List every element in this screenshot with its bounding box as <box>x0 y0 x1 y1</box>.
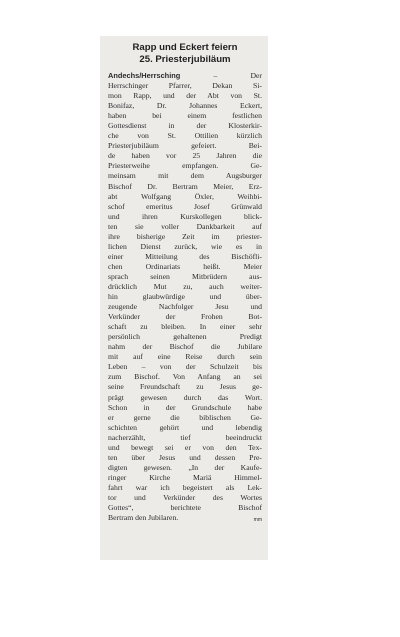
article-line-first <box>108 71 262 81</box>
article-line: chen Ordinariats heißt. Meier <box>108 261 262 271</box>
article-line: zum Bischof. Von Anfang an sei <box>108 372 262 382</box>
article-line: einer Mitteilung des Bischöfli- <box>108 251 262 261</box>
article-line: drücklich Mut zu, auch weiter- <box>108 281 262 291</box>
article-line: sprach seinen Mitbrüdern aus- <box>108 271 262 281</box>
article-dateline: Andechs/Herrsching <box>108 71 181 80</box>
article-line: mon Rapp, und der Abt von St. <box>108 91 262 101</box>
article-line: ringer Kirche Mariä Himmel- <box>108 472 262 482</box>
article-line: haben bei einem festlichen <box>108 111 262 121</box>
article-line: Bischof Dr. Bertram Meier, Erz- <box>108 181 262 191</box>
article-line: Bonifaz, Dr. Johannes Eckert, <box>108 101 262 111</box>
article-line: prägt gewesen durch das Wort. <box>108 392 262 402</box>
article-line: tor und Verkünder des Wortes <box>108 492 262 502</box>
article-line: lichen Dienst zurück, wie es in <box>108 241 262 251</box>
article-line: Leben – von der Schulzeit bis <box>108 362 262 372</box>
article-line: schof emeritus Josef Grünwald <box>108 201 262 211</box>
article-line: hin glaubwürdige und über- <box>108 292 262 302</box>
article-line: nacherzählt, tief beeindruckt <box>108 432 262 442</box>
article-line: ten über Jesus und dessen Pre- <box>108 452 262 462</box>
headline-line-1: Rapp und Eckert feiern <box>132 42 238 53</box>
article-line-last <box>108 513 262 525</box>
article-line: Priesterjubiläum gefeiert. Bei- <box>108 141 262 151</box>
article-line: mit auf eine Reise durch sein <box>108 352 262 362</box>
article-line: und bewegt sei er von den Tex- <box>108 442 262 452</box>
author-initials: mm <box>253 517 262 524</box>
article-line: ten sie voller Dankbarkeit auf <box>108 221 262 231</box>
article-line: meinsam mit dem Augsburger <box>108 171 262 181</box>
article-line: zeugende Nachfolger Jesu und <box>108 302 262 312</box>
article-line: seine Freundschaft zu Jesus ge- <box>108 382 262 392</box>
article-line: Verkünder der Frohen Bot- <box>108 312 262 322</box>
article-line: Gottesdienst in der Klosterkir- <box>108 121 262 131</box>
article-line: Schon in der Grundschule habe <box>108 402 262 412</box>
article-line: Priesterweihe empfangen. Ge- <box>108 161 262 171</box>
dateline-continuation: – Der <box>180 71 262 80</box>
article-line: und ihren Kurskollegen blick- <box>108 211 262 221</box>
article-line: nahm der Bischof die Jubilare <box>108 342 262 352</box>
article-line: fahrt war ich begeistert als Lek- <box>108 482 262 492</box>
article-headline <box>108 42 262 66</box>
article-line: schaft zu bleiben. In einer sehr <box>108 322 262 332</box>
article-line: abt Wolfgang Öxler, Weihbi- <box>108 191 262 201</box>
article-line: persönlich gehaltenen Predigt <box>108 332 262 342</box>
article-body <box>108 71 262 525</box>
newspaper-clipping <box>100 36 268 560</box>
article-line: digten gewesen. „In der Kaufe- <box>108 462 262 472</box>
article-line: er gerne die biblischen Ge- <box>108 412 262 422</box>
article-line: de haben vor 25 Jahren die <box>108 151 262 161</box>
article-line: Gottes“, berichtete Bischof <box>108 503 262 513</box>
article-line: Bertram den Jubilaren. <box>108 513 179 523</box>
article-line: ihre bisherige Zeit im priester- <box>108 231 262 241</box>
article-line: Herrschinger Pfarrer, Dekan Si- <box>108 81 262 91</box>
article-line: schichten gehört und lebendig <box>108 422 262 432</box>
article-line: che von St. Ottilien kürzlich <box>108 131 262 141</box>
headline-line-2: 25. Priesterjubiläum <box>139 54 231 65</box>
